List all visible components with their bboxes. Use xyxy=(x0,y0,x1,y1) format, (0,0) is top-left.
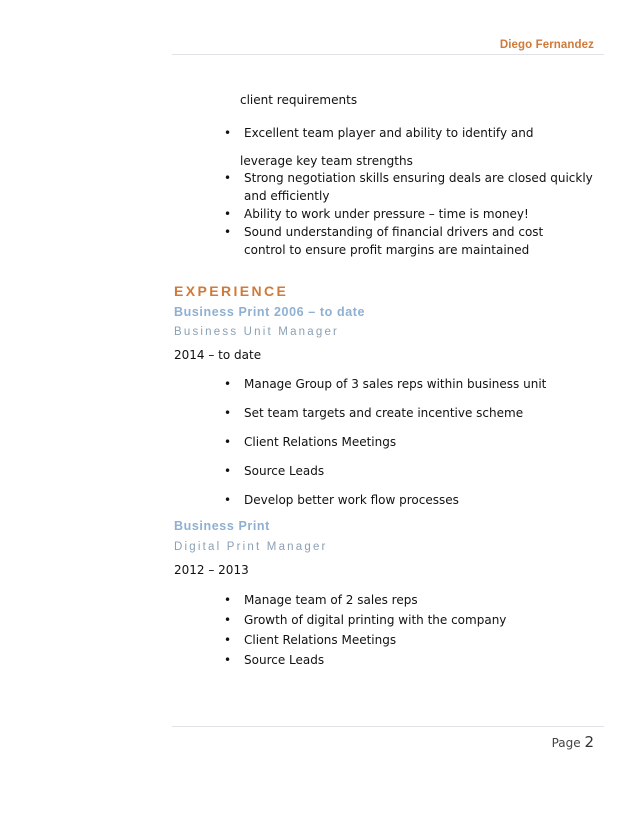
list-item xyxy=(224,651,506,669)
duty-text: Set team targets and create incentive scheme xyxy=(244,406,524,420)
list-item xyxy=(224,631,506,649)
job-role: Digital Print Manager xyxy=(174,541,328,553)
page-number-label xyxy=(552,733,594,751)
skill-line: Sound understanding of financial drivers and cost xyxy=(244,225,544,239)
job-company: Business Print xyxy=(174,519,270,533)
skill-line: control to ensure profit margins are maintained xyxy=(244,243,530,257)
list-item xyxy=(224,205,593,223)
list-item xyxy=(224,124,533,142)
skill-line: leverage key team strengths xyxy=(240,154,413,168)
header-divider xyxy=(172,54,604,55)
job-duties-list xyxy=(224,591,506,669)
list-item xyxy=(224,404,546,422)
duty-text: Client Relations Meetings xyxy=(244,633,397,647)
list-item xyxy=(224,491,546,509)
duty-text: Develop better work flow processes xyxy=(244,493,459,507)
duty-text: Client Relations Meetings xyxy=(244,435,397,449)
job-dates: 2014 – to date xyxy=(174,348,262,362)
job-role: Business Unit Manager xyxy=(174,326,340,338)
section-title-experience: EXPERIENCE xyxy=(174,283,289,299)
list-item xyxy=(224,375,546,393)
job-company: Business Print 2006 – to date xyxy=(174,305,366,319)
list-item xyxy=(224,169,593,205)
duty-text: Source Leads xyxy=(244,464,325,478)
skill-line: Strong negotiation skills ensuring deals are closed quickly xyxy=(244,171,593,185)
duty-text: Growth of digital printing with the company xyxy=(244,613,507,627)
job-dates: 2012 – 2013 xyxy=(174,563,249,577)
page-label-text: Page xyxy=(551,736,581,750)
skill-line: and efficiently xyxy=(244,189,330,203)
skills-continuation-text: client requirements xyxy=(240,93,358,107)
list-item xyxy=(224,591,506,609)
list-item xyxy=(224,223,593,259)
skills-list-continued xyxy=(224,169,593,259)
page-number: 2 xyxy=(584,733,594,751)
skill-line: Ability to work under pressure – time is money! xyxy=(244,207,529,221)
duty-text: Manage Group of 3 sales reps within business unit xyxy=(244,377,547,391)
duty-text: Manage team of 2 sales reps xyxy=(244,593,418,607)
duty-text: Source Leads xyxy=(244,653,325,667)
list-item xyxy=(224,433,546,451)
skill-line: Excellent team player and ability to identify and xyxy=(244,126,534,140)
header-author-name: Diego Fernandez xyxy=(499,39,594,51)
skills-list xyxy=(224,124,533,142)
job-duties-list xyxy=(224,375,546,509)
list-item xyxy=(224,611,506,629)
footer-divider xyxy=(172,726,604,727)
list-item xyxy=(224,462,546,480)
